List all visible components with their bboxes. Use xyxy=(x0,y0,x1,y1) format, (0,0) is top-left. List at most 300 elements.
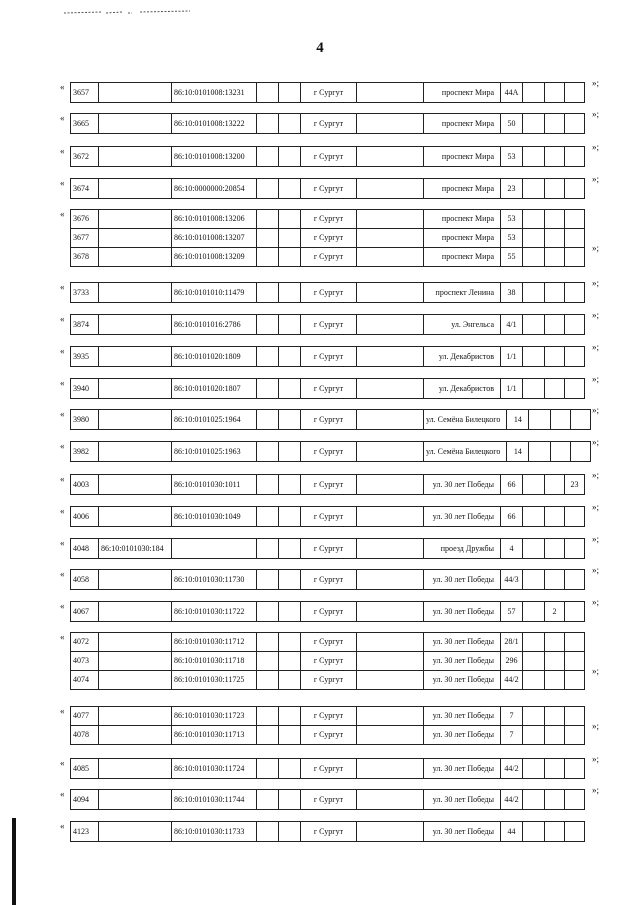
record-table xyxy=(70,441,591,462)
street-cell: ул. 30 лет Победы xyxy=(424,671,501,690)
street-cell: ул. 30 лет Победы xyxy=(424,822,501,842)
city-cell: г Сургут xyxy=(301,507,357,527)
extra-cell xyxy=(545,315,565,335)
blank-cell xyxy=(357,410,424,430)
blank-cell xyxy=(357,539,424,559)
city-cell: г Сургут xyxy=(301,633,357,652)
table-row xyxy=(71,210,585,229)
house-number-cell: 44А xyxy=(501,83,523,103)
cadastral-id-b: 86:10:0101030:11713 xyxy=(172,726,257,745)
extra-cell xyxy=(565,759,585,779)
city-cell: г Сургут xyxy=(301,410,357,430)
close-quote-mark: »; xyxy=(592,437,600,447)
open-quote-mark: « xyxy=(60,474,65,484)
blank-cell xyxy=(279,379,301,399)
blank-cell xyxy=(257,229,279,248)
scan-margin-mark xyxy=(12,818,16,905)
record-table xyxy=(70,346,585,367)
blank-cell xyxy=(523,229,545,248)
cadastral-id-b: 86:10:0101030:11730 xyxy=(172,570,257,590)
cadastral-id-a xyxy=(99,726,172,745)
cadastral-id-b: 86:10:0101030:1049 xyxy=(172,507,257,527)
street-cell: ул. 30 лет Победы xyxy=(424,726,501,745)
table-row xyxy=(71,147,585,167)
open-quote-mark: « xyxy=(60,282,65,292)
blank-cell xyxy=(357,507,424,527)
record-table xyxy=(70,409,591,430)
extra-cell xyxy=(565,229,585,248)
cadastral-id-b: 86:10:0101016:2786 xyxy=(172,315,257,335)
blank-cell xyxy=(357,248,424,267)
house-number-cell: 7 xyxy=(501,707,523,726)
house-number-cell: 28/1 xyxy=(501,633,523,652)
extra-cell xyxy=(545,759,565,779)
city-cell: г Сургут xyxy=(301,210,357,229)
extra-cell xyxy=(545,633,565,652)
house-number-cell: 1/1 xyxy=(501,379,523,399)
house-number-cell: 53 xyxy=(501,147,523,167)
close-quote-mark: »; xyxy=(592,534,600,544)
blank-cell xyxy=(257,570,279,590)
close-quote-mark: »; xyxy=(592,78,600,88)
table-row xyxy=(71,759,585,779)
blank-cell xyxy=(279,179,301,199)
extra-cell xyxy=(545,822,565,842)
open-quote-mark: « xyxy=(60,82,65,92)
street-cell: проспект Мира xyxy=(424,114,501,134)
cadastral-id-a xyxy=(99,475,172,495)
house-number-cell: 4 xyxy=(501,539,523,559)
record-number: 4074 xyxy=(71,671,99,690)
record-table xyxy=(70,209,585,267)
record-number: 3677 xyxy=(71,229,99,248)
blank-cell xyxy=(357,602,424,622)
record-table xyxy=(70,569,585,590)
blank-cell xyxy=(523,726,545,745)
close-quote-mark: »; xyxy=(592,502,600,512)
table-row xyxy=(71,822,585,842)
table-row xyxy=(71,726,585,745)
cadastral-id-b: 86:10:0101030:1011 xyxy=(172,475,257,495)
blank-cell xyxy=(257,147,279,167)
close-quote-mark: »; xyxy=(592,754,600,764)
record-table xyxy=(70,821,585,842)
house-number-cell: 23 xyxy=(501,179,523,199)
extra-cell xyxy=(545,248,565,267)
house-number-cell: 4/1 xyxy=(501,315,523,335)
cadastral-id-a xyxy=(99,507,172,527)
table-row xyxy=(71,442,591,462)
street-cell: проспект Мира xyxy=(424,210,501,229)
blank-cell xyxy=(257,633,279,652)
cadastral-id-b: 86:10:0101008:13200 xyxy=(172,147,257,167)
blank-cell xyxy=(257,210,279,229)
blank-cell xyxy=(279,790,301,810)
extra-cell xyxy=(551,442,571,462)
cadastral-id-b: 86:10:0101010:11479 xyxy=(172,283,257,303)
record-number: 3672 xyxy=(71,147,99,167)
blank-cell xyxy=(279,229,301,248)
street-cell: проспект Мира xyxy=(424,229,501,248)
house-number-cell: 296 xyxy=(501,652,523,671)
blank-cell xyxy=(279,248,301,267)
blank-cell xyxy=(279,83,301,103)
blank-cell xyxy=(523,507,545,527)
house-number-cell: 38 xyxy=(501,283,523,303)
record-number: 3940 xyxy=(71,379,99,399)
cadastral-id-b: 86:10:0101030:11712 xyxy=(172,633,257,652)
record-number: 4072 xyxy=(71,633,99,652)
record-number: 4003 xyxy=(71,475,99,495)
blank-cell xyxy=(523,114,545,134)
record-number: 4085 xyxy=(71,759,99,779)
record-number: 4078 xyxy=(71,726,99,745)
blank-cell xyxy=(279,410,301,430)
cadastral-id-a xyxy=(99,315,172,335)
cadastral-id-b: 86:10:0101030:11724 xyxy=(172,759,257,779)
house-number-cell: 57 xyxy=(501,602,523,622)
extra-cell xyxy=(565,790,585,810)
open-quote-mark: « xyxy=(60,758,65,768)
record-table xyxy=(70,178,585,199)
cadastral-id-a xyxy=(99,410,172,430)
street-cell: проспект Мира xyxy=(424,147,501,167)
blank-cell xyxy=(279,602,301,622)
street-cell: проспект Мира xyxy=(424,179,501,199)
street-cell: ул. 30 лет Победы xyxy=(424,475,501,495)
blank-cell xyxy=(257,759,279,779)
record-table xyxy=(70,113,585,134)
house-number-cell: 44/2 xyxy=(501,759,523,779)
extra-cell: 23 xyxy=(565,475,585,495)
blank-cell xyxy=(357,229,424,248)
blank-cell xyxy=(257,442,279,462)
record-number: 3676 xyxy=(71,210,99,229)
open-quote-mark: « xyxy=(60,346,65,356)
record-table xyxy=(70,282,585,303)
cadastral-id-a xyxy=(99,229,172,248)
cadastral-id-b: 86:10:0101030:11744 xyxy=(172,790,257,810)
cadastral-id-b: 86:10:0101008:13222 xyxy=(172,114,257,134)
blank-cell xyxy=(279,114,301,134)
house-number-cell: 55 xyxy=(501,248,523,267)
blank-cell xyxy=(523,248,545,267)
record-table xyxy=(70,758,585,779)
record-table xyxy=(70,538,585,559)
blank-cell xyxy=(523,315,545,335)
blank-cell xyxy=(357,283,424,303)
street-cell: ул. 30 лет Победы xyxy=(424,707,501,726)
blank-cell xyxy=(279,726,301,745)
street-cell: ул. Энгельса xyxy=(424,315,501,335)
extra-cell xyxy=(565,283,585,303)
table-row xyxy=(71,179,585,199)
blank-cell xyxy=(257,822,279,842)
blank-cell xyxy=(279,570,301,590)
house-number-cell: 53 xyxy=(501,229,523,248)
blank-cell xyxy=(279,707,301,726)
open-quote-mark: « xyxy=(60,706,65,716)
close-quote-mark: »; xyxy=(592,565,600,575)
extra-cell xyxy=(571,442,591,462)
blank-cell xyxy=(357,179,424,199)
cadastral-id-b: 86:10:0101008:13207 xyxy=(172,229,257,248)
house-number-cell: 44 xyxy=(501,822,523,842)
house-number-cell: 1/1 xyxy=(501,347,523,367)
table-row xyxy=(71,539,585,559)
street-cell: проспект Мира xyxy=(424,248,501,267)
city-cell: г Сургут xyxy=(301,347,357,367)
blank-cell xyxy=(357,759,424,779)
record-table xyxy=(70,82,585,103)
city-cell: г Сургут xyxy=(301,475,357,495)
blank-cell xyxy=(279,759,301,779)
record-number: 4094 xyxy=(71,790,99,810)
blank-cell xyxy=(357,442,424,462)
extra-cell xyxy=(565,315,585,335)
city-cell: г Сургут xyxy=(301,822,357,842)
table-row xyxy=(71,790,585,810)
extra-cell xyxy=(545,147,565,167)
extra-cell xyxy=(545,283,565,303)
city-cell: г Сургут xyxy=(301,379,357,399)
open-quote-mark: « xyxy=(60,789,65,799)
cadastral-id-a xyxy=(99,114,172,134)
blank-cell xyxy=(529,410,551,430)
city-cell: г Сургут xyxy=(301,283,357,303)
record-number: 3665 xyxy=(71,114,99,134)
record-number: 4058 xyxy=(71,570,99,590)
extra-cell xyxy=(565,652,585,671)
extra-cell xyxy=(551,410,571,430)
blank-cell xyxy=(357,707,424,726)
extra-cell xyxy=(565,707,585,726)
house-number-cell: 53 xyxy=(501,210,523,229)
record-number: 4006 xyxy=(71,507,99,527)
cadastral-id-a xyxy=(99,707,172,726)
extra-cell xyxy=(545,114,565,134)
record-number: 4073 xyxy=(71,652,99,671)
blank-cell xyxy=(257,347,279,367)
record-number: 3733 xyxy=(71,283,99,303)
close-quote-mark: »; xyxy=(592,342,600,352)
street-cell: ул. Декабристов xyxy=(424,347,501,367)
house-number-cell: 14 xyxy=(507,442,529,462)
open-quote-mark: « xyxy=(60,506,65,516)
blank-cell xyxy=(523,707,545,726)
blank-cell xyxy=(357,671,424,690)
cadastral-id-a xyxy=(99,248,172,267)
city-cell: г Сургут xyxy=(301,315,357,335)
record-table xyxy=(70,632,585,690)
close-quote-mark: »; xyxy=(592,142,600,152)
close-quote-mark: »; xyxy=(592,174,600,184)
house-number-cell: 44/2 xyxy=(501,671,523,690)
blank-cell xyxy=(523,475,545,495)
table-row xyxy=(71,83,585,103)
extra-cell xyxy=(545,347,565,367)
blank-cell xyxy=(357,822,424,842)
table-row xyxy=(71,475,585,495)
blank-cell xyxy=(523,379,545,399)
cadastral-id-a xyxy=(99,602,172,622)
extra-cell xyxy=(565,114,585,134)
blank-cell xyxy=(257,652,279,671)
city-cell: г Сургут xyxy=(301,652,357,671)
blank-cell xyxy=(357,114,424,134)
record-number: 4048 xyxy=(71,539,99,559)
blank-cell xyxy=(279,652,301,671)
city-cell: г Сургут xyxy=(301,539,357,559)
cadastral-id-b: 86:10:0101025:1963 xyxy=(172,442,257,462)
cadastral-id-a xyxy=(99,652,172,671)
extra-cell xyxy=(545,790,565,810)
blank-cell xyxy=(257,602,279,622)
close-quote-mark: »; xyxy=(592,597,600,607)
table-row xyxy=(71,410,591,430)
house-number-cell: 14 xyxy=(507,410,529,430)
extra-cell xyxy=(545,539,565,559)
extra-cell xyxy=(571,410,591,430)
close-quote-mark: »; xyxy=(592,470,600,480)
cadastral-id-a xyxy=(99,759,172,779)
record-number: 4077 xyxy=(71,707,99,726)
cadastral-id-b: 86:10:0101008:13209 xyxy=(172,248,257,267)
blank-cell xyxy=(279,671,301,690)
close-quote-mark: »; xyxy=(592,666,600,676)
extra-cell xyxy=(565,347,585,367)
cadastral-id-a xyxy=(99,379,172,399)
table-row xyxy=(71,707,585,726)
extra-cell xyxy=(545,507,565,527)
record-table xyxy=(70,474,585,495)
scan-artifact xyxy=(62,8,192,16)
blank-cell xyxy=(357,210,424,229)
blank-cell xyxy=(357,633,424,652)
blank-cell xyxy=(279,822,301,842)
record-number: 4067 xyxy=(71,602,99,622)
street-cell: проезд Дружбы xyxy=(424,539,501,559)
close-quote-mark: »; xyxy=(592,374,600,384)
extra-cell xyxy=(545,726,565,745)
open-quote-mark: « xyxy=(60,178,65,188)
cadastral-id-a xyxy=(99,671,172,690)
cadastral-id-a xyxy=(99,283,172,303)
extra-cell xyxy=(545,83,565,103)
cadastral-id-a xyxy=(99,83,172,103)
extra-cell xyxy=(565,83,585,103)
blank-cell xyxy=(257,179,279,199)
cadastral-id-a: 86:10:0101030:184 xyxy=(99,539,172,559)
blank-cell xyxy=(257,726,279,745)
table-row xyxy=(71,347,585,367)
cadastral-id-b: 86:10:0000000:20854 xyxy=(172,179,257,199)
blank-cell xyxy=(357,379,424,399)
house-number-cell: 50 xyxy=(501,114,523,134)
street-cell: ул. 30 лет Победы xyxy=(424,652,501,671)
record-table xyxy=(70,506,585,527)
cadastral-id-a xyxy=(99,347,172,367)
blank-cell xyxy=(523,822,545,842)
street-cell: ул. 30 лет Победы xyxy=(424,759,501,779)
blank-cell xyxy=(257,283,279,303)
blank-cell xyxy=(357,652,424,671)
street-cell: ул. 30 лет Победы xyxy=(424,790,501,810)
street-cell: ул. 30 лет Победы xyxy=(424,633,501,652)
blank-cell xyxy=(279,507,301,527)
blank-cell xyxy=(523,283,545,303)
cadastral-id-b: 86:10:0101030:11723 xyxy=(172,707,257,726)
city-cell: г Сургут xyxy=(301,248,357,267)
table-row xyxy=(71,633,585,652)
extra-cell xyxy=(565,570,585,590)
record-number: 3982 xyxy=(71,442,99,462)
cadastral-id-b xyxy=(172,539,257,559)
extra-cell xyxy=(565,822,585,842)
cadastral-id-a xyxy=(99,570,172,590)
open-quote-mark: « xyxy=(60,209,65,219)
open-quote-mark: « xyxy=(60,538,65,548)
record-number: 3657 xyxy=(71,83,99,103)
cadastral-id-a xyxy=(99,179,172,199)
blank-cell xyxy=(257,83,279,103)
record-table xyxy=(70,314,585,335)
blank-cell xyxy=(257,379,279,399)
cadastral-id-b: 86:10:0101020:1809 xyxy=(172,347,257,367)
blank-cell xyxy=(279,210,301,229)
blank-cell xyxy=(279,442,301,462)
extra-cell xyxy=(545,229,565,248)
close-quote-mark: »; xyxy=(592,405,600,415)
extra-cell xyxy=(565,248,585,267)
record-number: 3980 xyxy=(71,410,99,430)
city-cell: г Сургут xyxy=(301,83,357,103)
record-table xyxy=(70,601,585,622)
city-cell: г Сургут xyxy=(301,671,357,690)
street-cell: ул. 30 лет Победы xyxy=(424,507,501,527)
cadastral-id-a xyxy=(99,790,172,810)
record-table xyxy=(70,378,585,399)
blank-cell xyxy=(279,347,301,367)
blank-cell xyxy=(523,671,545,690)
blank-cell xyxy=(279,633,301,652)
extra-cell xyxy=(565,671,585,690)
open-quote-mark: « xyxy=(60,409,65,419)
street-cell: ул. 30 лет Победы xyxy=(424,602,501,622)
table-row xyxy=(71,652,585,671)
blank-cell xyxy=(523,347,545,367)
blank-cell xyxy=(357,570,424,590)
extra-cell xyxy=(545,707,565,726)
house-number-cell: 66 xyxy=(501,475,523,495)
blank-cell xyxy=(357,726,424,745)
cadastral-id-a xyxy=(99,822,172,842)
house-number-cell: 44/3 xyxy=(501,570,523,590)
cadastral-id-a xyxy=(99,442,172,462)
blank-cell xyxy=(257,475,279,495)
extra-cell xyxy=(565,539,585,559)
page-number: 4 xyxy=(316,40,324,56)
extra-cell xyxy=(545,652,565,671)
table-row xyxy=(71,114,585,134)
extra-cell xyxy=(565,379,585,399)
blank-cell xyxy=(279,539,301,559)
record-table xyxy=(70,706,585,745)
house-number-cell: 44/2 xyxy=(501,790,523,810)
extra-cell xyxy=(565,602,585,622)
city-cell: г Сургут xyxy=(301,179,357,199)
cadastral-id-b: 86:10:0101030:11718 xyxy=(172,652,257,671)
